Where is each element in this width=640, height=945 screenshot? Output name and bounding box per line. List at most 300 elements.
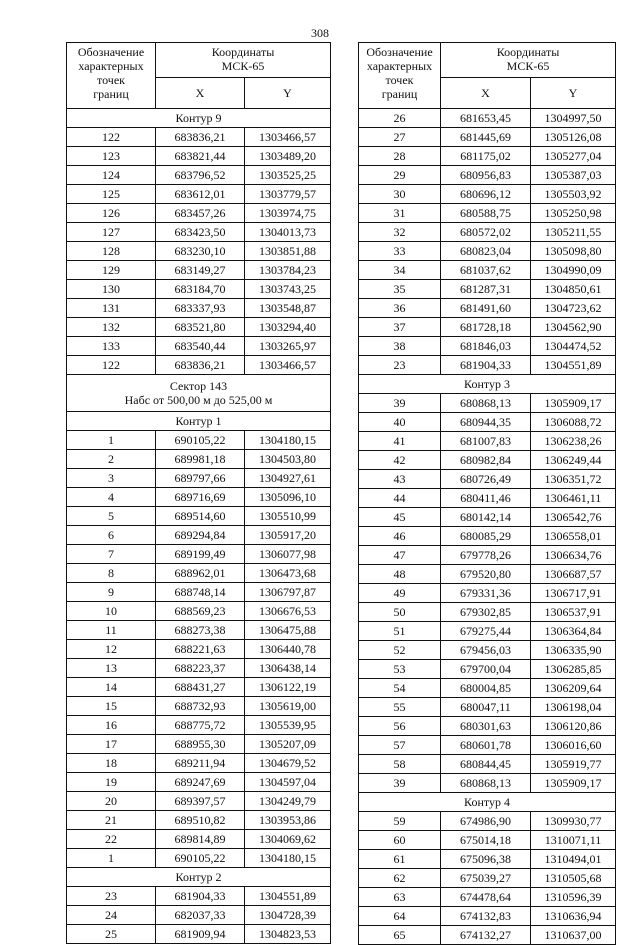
point-number-cell: 39 (359, 394, 441, 413)
y-coordinate-cell: 1306717,91 (531, 584, 616, 603)
point-number-cell: 36 (359, 299, 441, 318)
header-label-line: точек (385, 73, 414, 87)
point-number-cell: 25 (67, 925, 156, 944)
section-heading (359, 793, 616, 812)
table-row (359, 850, 616, 869)
y-coordinate-cell: 1305619,00 (245, 697, 331, 716)
x-coordinate-cell: 683836,21 (156, 356, 245, 375)
y-coordinate-cell: 1303779,57 (245, 185, 331, 204)
point-number-cell: 3 (67, 469, 156, 488)
y-coordinate-cell: 1305126,08 (531, 128, 616, 147)
y-coordinate-cell: 1303466,57 (245, 128, 331, 147)
point-number-cell: 131 (67, 299, 156, 318)
point-number-cell: 13 (67, 659, 156, 678)
point-number-cell: 21 (67, 811, 156, 830)
x-coordinate-cell: 683337,93 (156, 299, 245, 318)
table-row (67, 166, 331, 185)
table-row (67, 223, 331, 242)
y-coordinate-cell: 1304723,62 (531, 299, 616, 318)
section-heading (67, 109, 331, 128)
point-number-cell: 123 (67, 147, 156, 166)
y-coordinate-cell: 1310071,11 (531, 831, 616, 850)
x-coordinate-cell: 674478,64 (441, 888, 531, 907)
table-row (359, 660, 616, 679)
x-coordinate-cell: 688775,72 (156, 716, 245, 735)
point-number-cell: 62 (359, 869, 441, 888)
x-coordinate-cell: 681909,94 (156, 925, 245, 944)
x-coordinate-cell: 680004,85 (441, 679, 531, 698)
table-row (67, 792, 331, 811)
table-row (67, 488, 331, 507)
table-row (359, 109, 616, 128)
point-number-cell: 60 (359, 831, 441, 850)
table-row (67, 602, 331, 621)
point-number-cell: 51 (359, 622, 441, 641)
table-row (359, 242, 616, 261)
x-coordinate-cell: 680956,83 (441, 166, 531, 185)
section-title: Сектор 143 (169, 379, 228, 393)
point-number-cell: 8 (67, 564, 156, 583)
point-number-cell: 122 (67, 128, 156, 147)
point-number-cell: 58 (359, 755, 441, 774)
point-number-cell: 41 (359, 432, 441, 451)
point-number-cell: 24 (67, 906, 156, 925)
x-coordinate-cell: 681846,03 (441, 337, 531, 356)
y-coordinate-cell: 1304180,15 (245, 849, 331, 868)
y-coordinate-cell: 1305098,80 (531, 242, 616, 261)
y-coordinate-cell: 1306122,19 (245, 678, 331, 697)
point-number-cell: 40 (359, 413, 441, 432)
point-number-cell: 122 (67, 356, 156, 375)
y-coordinate-cell: 1305387,03 (531, 166, 616, 185)
x-coordinate-cell: 689247,69 (156, 773, 245, 792)
y-coordinate-cell: 1303851,88 (245, 242, 331, 261)
point-number-cell: 16 (67, 716, 156, 735)
x-coordinate-cell: 688962,01 (156, 564, 245, 583)
x-coordinate-cell: 681904,33 (156, 887, 245, 906)
point-number-cell: 1 (67, 431, 156, 450)
point-number-cell: 17 (67, 735, 156, 754)
y-coordinate-cell: 1306558,01 (531, 527, 616, 546)
y-coordinate-cell: 1306440,78 (245, 640, 331, 659)
table-row (67, 697, 331, 716)
table-row (359, 774, 616, 793)
table-row (359, 185, 616, 204)
x-coordinate-cell: 680696,12 (441, 185, 531, 204)
x-coordinate-cell: 680868,13 (441, 394, 531, 413)
y-coordinate-cell: 1305909,17 (531, 774, 616, 793)
x-coordinate-cell: 674986,90 (441, 812, 531, 831)
x-coordinate-cell: 680588,75 (441, 204, 531, 223)
table-row (359, 223, 616, 242)
point-number-cell: 43 (359, 470, 441, 489)
y-coordinate-cell: 1304013,73 (245, 223, 331, 242)
table-row (67, 128, 331, 147)
point-number-cell: 61 (359, 850, 441, 869)
page-number: 308 (311, 26, 329, 40)
table-row (359, 831, 616, 850)
table-row (67, 318, 331, 337)
x-coordinate-cell: 681037,62 (441, 261, 531, 280)
y-coordinate-cell: 1304180,15 (245, 431, 331, 450)
y-coordinate-cell: 1304823,53 (245, 925, 331, 944)
point-number-cell: 46 (359, 527, 441, 546)
y-coordinate-cell: 1306473,68 (245, 564, 331, 583)
point-number-cell: 20 (67, 792, 156, 811)
y-coordinate-cell: 1305250,98 (531, 204, 616, 223)
section-title: Контур 9 (175, 111, 222, 125)
table-row (359, 280, 616, 299)
point-number-cell: 54 (359, 679, 441, 698)
x-coordinate-cell: 690105,22 (156, 849, 245, 868)
point-number-cell: 42 (359, 451, 441, 470)
point-number-cell: 53 (359, 660, 441, 679)
header-coordinates (156, 43, 331, 78)
header-label-line: Обозначение (77, 45, 145, 59)
header-label-line: характерных (78, 59, 144, 73)
table-row (359, 603, 616, 622)
point-number-cell: 38 (359, 337, 441, 356)
point-number-cell: 12 (67, 640, 156, 659)
x-coordinate-cell: 680844,45 (441, 755, 531, 774)
y-coordinate-cell: 1310494,01 (531, 850, 616, 869)
table-row (67, 261, 331, 280)
y-coordinate-cell: 1303953,86 (245, 811, 331, 830)
point-number-cell: 50 (359, 603, 441, 622)
table-row (359, 394, 616, 413)
header-point-label (67, 43, 156, 109)
x-coordinate-cell: 682037,33 (156, 906, 245, 925)
y-coordinate-cell: 1304850,61 (531, 280, 616, 299)
coordinates-table-right (358, 42, 616, 945)
table-row (67, 147, 331, 166)
point-number-cell: 5 (67, 507, 156, 526)
y-coordinate-cell: 1306077,98 (245, 545, 331, 564)
y-coordinate-cell: 1309930,77 (531, 812, 616, 831)
x-coordinate-cell: 683612,01 (156, 185, 245, 204)
x-coordinate-cell: 680982,84 (441, 451, 531, 470)
table-row (359, 679, 616, 698)
x-coordinate-cell: 681491,60 (441, 299, 531, 318)
table-row (359, 318, 616, 337)
y-coordinate-cell: 1306461,11 (531, 489, 616, 508)
section-row (67, 412, 331, 431)
x-coordinate-cell: 679275,44 (441, 622, 531, 641)
point-number-cell: 45 (359, 508, 441, 527)
y-coordinate-cell: 1303294,40 (245, 318, 331, 337)
x-coordinate-cell: 688748,14 (156, 583, 245, 602)
section-row (67, 109, 331, 128)
point-number-cell: 14 (67, 678, 156, 697)
y-coordinate-cell: 1305503,92 (531, 185, 616, 204)
table-row (359, 888, 616, 907)
table-row (359, 413, 616, 432)
y-coordinate-cell: 1306687,57 (531, 565, 616, 584)
point-number-cell: 22 (67, 830, 156, 849)
point-number-cell: 2 (67, 450, 156, 469)
point-number-cell: 59 (359, 812, 441, 831)
y-coordinate-cell: 1304551,89 (531, 356, 616, 375)
table-row (359, 546, 616, 565)
y-coordinate-cell: 1304597,04 (245, 773, 331, 792)
table-row (67, 356, 331, 375)
x-coordinate-cell: 688569,23 (156, 602, 245, 621)
section-heading (67, 375, 331, 412)
y-coordinate-cell: 1310505,68 (531, 869, 616, 888)
point-number-cell: 39 (359, 774, 441, 793)
y-coordinate-cell: 1303974,75 (245, 204, 331, 223)
point-number-cell: 57 (359, 736, 441, 755)
x-coordinate-cell: 683796,52 (156, 166, 245, 185)
point-number-cell: 125 (67, 185, 156, 204)
point-number-cell: 52 (359, 641, 441, 660)
y-coordinate-cell: 1303548,87 (245, 299, 331, 318)
x-coordinate-cell: 680047,11 (441, 698, 531, 717)
point-number-cell: 37 (359, 318, 441, 337)
point-number-cell: 28 (359, 147, 441, 166)
table-row (67, 887, 331, 906)
table-row (359, 565, 616, 584)
header-coord-line: МСК-65 (506, 59, 550, 73)
section-heading (67, 412, 331, 431)
table-row (359, 166, 616, 185)
table-row (67, 545, 331, 564)
section-title: Контур 3 (464, 377, 510, 391)
header-label-line: границ (93, 87, 129, 101)
point-number-cell: 19 (67, 773, 156, 792)
x-coordinate-cell: 681007,83 (441, 432, 531, 451)
table-row (67, 299, 331, 318)
table-row (359, 812, 616, 831)
header-coord-line: МСК-65 (221, 59, 265, 73)
point-number-cell: 11 (67, 621, 156, 640)
header-x: X (156, 78, 245, 109)
y-coordinate-cell: 1306676,53 (245, 602, 331, 621)
y-coordinate-cell: 1310636,94 (531, 907, 616, 926)
point-number-cell: 9 (67, 583, 156, 602)
y-coordinate-cell: 1304474,52 (531, 337, 616, 356)
x-coordinate-cell: 680301,63 (441, 717, 531, 736)
x-coordinate-cell: 689199,49 (156, 545, 245, 564)
table-row (359, 299, 616, 318)
x-coordinate-cell: 681175,02 (441, 147, 531, 166)
point-number-cell: 48 (359, 565, 441, 584)
x-coordinate-cell: 683230,10 (156, 242, 245, 261)
y-coordinate-cell: 1304249,79 (245, 792, 331, 811)
x-coordinate-cell: 675096,38 (441, 850, 531, 869)
header-label-line: Обозначение (366, 45, 433, 59)
table-row (359, 470, 616, 489)
point-number-cell: 15 (67, 697, 156, 716)
x-coordinate-cell: 679302,85 (441, 603, 531, 622)
y-coordinate-cell: 1304728,39 (245, 906, 331, 925)
table-row (67, 469, 331, 488)
table-row (359, 204, 616, 223)
y-coordinate-cell: 1306542,76 (531, 508, 616, 527)
table-row (67, 640, 331, 659)
y-coordinate-cell: 1305211,55 (531, 223, 616, 242)
y-coordinate-cell: 1303466,57 (245, 356, 331, 375)
x-coordinate-cell: 683184,70 (156, 280, 245, 299)
y-coordinate-cell: 1304927,61 (245, 469, 331, 488)
table-row (359, 622, 616, 641)
x-coordinate-cell: 689510,82 (156, 811, 245, 830)
y-coordinate-cell: 1305096,10 (245, 488, 331, 507)
point-number-cell: 29 (359, 166, 441, 185)
table-row (359, 451, 616, 470)
section-title: Контур 4 (464, 795, 510, 809)
x-coordinate-cell: 680823,04 (441, 242, 531, 261)
y-coordinate-cell: 1305510,99 (245, 507, 331, 526)
x-coordinate-cell: 688732,93 (156, 697, 245, 716)
y-coordinate-cell: 1306198,04 (531, 698, 616, 717)
table-row (359, 698, 616, 717)
y-coordinate-cell: 1304997,50 (531, 109, 616, 128)
table-row (67, 280, 331, 299)
x-coordinate-cell: 679520,80 (441, 565, 531, 584)
y-coordinate-cell: 1304503,80 (245, 450, 331, 469)
x-coordinate-cell: 681728,18 (441, 318, 531, 337)
point-number-cell: 64 (359, 907, 441, 926)
x-coordinate-cell: 680572,02 (441, 223, 531, 242)
table-row (67, 185, 331, 204)
table-row (359, 337, 616, 356)
point-number-cell: 65 (359, 926, 441, 945)
y-coordinate-cell: 1305917,20 (245, 526, 331, 545)
point-number-cell: 23 (67, 887, 156, 906)
table-row (67, 583, 331, 602)
header-label-line: точек (97, 73, 125, 87)
point-number-cell: 44 (359, 489, 441, 508)
header-label-line: характерных (366, 59, 433, 73)
x-coordinate-cell: 679700,04 (441, 660, 531, 679)
table-row (67, 678, 331, 697)
point-number-cell: 10 (67, 602, 156, 621)
x-coordinate-cell: 689797,66 (156, 469, 245, 488)
x-coordinate-cell: 681287,31 (441, 280, 531, 299)
x-coordinate-cell: 679778,26 (441, 546, 531, 565)
point-number-cell: 132 (67, 318, 156, 337)
y-coordinate-cell: 1306285,85 (531, 660, 616, 679)
table-row (67, 337, 331, 356)
table-row (359, 869, 616, 888)
x-coordinate-cell: 689814,89 (156, 830, 245, 849)
x-coordinate-cell: 690105,22 (156, 431, 245, 450)
x-coordinate-cell: 683821,44 (156, 147, 245, 166)
point-number-cell: 47 (359, 546, 441, 565)
table-body (67, 109, 331, 944)
section-row (67, 868, 331, 887)
point-number-cell: 18 (67, 754, 156, 773)
x-coordinate-cell: 689294,84 (156, 526, 245, 545)
point-number-cell: 7 (67, 545, 156, 564)
table-row (359, 755, 616, 774)
section-subtitle: Набс от 500,00 м до 525,00 м (124, 393, 273, 407)
y-coordinate-cell: 1306351,72 (531, 470, 616, 489)
x-coordinate-cell: 680868,13 (441, 774, 531, 793)
y-coordinate-cell: 1305919,77 (531, 755, 616, 774)
table-row (359, 432, 616, 451)
x-coordinate-cell: 679456,03 (441, 641, 531, 660)
x-coordinate-cell: 681653,45 (441, 109, 531, 128)
x-coordinate-cell: 683423,50 (156, 223, 245, 242)
y-coordinate-cell: 1306537,91 (531, 603, 616, 622)
y-coordinate-cell: 1303743,25 (245, 280, 331, 299)
table-row (67, 431, 331, 450)
y-coordinate-cell: 1304069,62 (245, 830, 331, 849)
table-row (359, 527, 616, 546)
point-number-cell: 26 (359, 109, 441, 128)
y-coordinate-cell: 1306797,87 (245, 583, 331, 602)
point-number-cell: 49 (359, 584, 441, 603)
x-coordinate-cell: 689716,69 (156, 488, 245, 507)
section-title: Контур 1 (175, 414, 222, 428)
x-coordinate-cell: 688273,38 (156, 621, 245, 640)
point-number-cell: 56 (359, 717, 441, 736)
y-coordinate-cell: 1304990,09 (531, 261, 616, 280)
table-row (67, 564, 331, 583)
table-row (67, 526, 331, 545)
y-coordinate-cell: 1306634,76 (531, 546, 616, 565)
table-row (359, 261, 616, 280)
table-row (67, 773, 331, 792)
x-coordinate-cell: 688223,37 (156, 659, 245, 678)
y-coordinate-cell: 1306209,64 (531, 679, 616, 698)
y-coordinate-cell: 1305207,09 (245, 735, 331, 754)
y-coordinate-cell: 1304679,52 (245, 754, 331, 773)
x-coordinate-cell: 689211,94 (156, 754, 245, 773)
y-coordinate-cell: 1304551,89 (245, 887, 331, 906)
table-row (359, 926, 616, 945)
header-coordinates (441, 43, 616, 78)
section-row (359, 793, 616, 812)
y-coordinate-cell: 1306088,72 (531, 413, 616, 432)
y-coordinate-cell: 1306438,14 (245, 659, 331, 678)
table-row (359, 907, 616, 926)
y-coordinate-cell: 1305909,17 (531, 394, 616, 413)
y-coordinate-cell: 1303489,20 (245, 147, 331, 166)
point-number-cell: 130 (67, 280, 156, 299)
y-coordinate-cell: 1306475,88 (245, 621, 331, 640)
point-number-cell: 128 (67, 242, 156, 261)
table-row (67, 735, 331, 754)
x-coordinate-cell: 680944,35 (441, 413, 531, 432)
y-coordinate-cell: 1305277,04 (531, 147, 616, 166)
point-number-cell: 30 (359, 185, 441, 204)
table-row (67, 716, 331, 735)
point-number-cell: 4 (67, 488, 156, 507)
y-coordinate-cell: 1306364,84 (531, 622, 616, 641)
y-coordinate-cell: 1306120,86 (531, 717, 616, 736)
x-coordinate-cell: 689514,60 (156, 507, 245, 526)
table-row (359, 584, 616, 603)
point-number-cell: 33 (359, 242, 441, 261)
x-coordinate-cell: 683149,27 (156, 261, 245, 280)
point-number-cell: 23 (359, 356, 441, 375)
table-row (67, 659, 331, 678)
table-row (359, 736, 616, 755)
point-number-cell: 6 (67, 526, 156, 545)
point-number-cell: 27 (359, 128, 441, 147)
x-coordinate-cell: 680726,49 (441, 470, 531, 489)
point-number-cell: 31 (359, 204, 441, 223)
table-row (359, 489, 616, 508)
section-row (359, 375, 616, 394)
table-row (67, 830, 331, 849)
y-coordinate-cell: 1303784,23 (245, 261, 331, 280)
point-number-cell: 34 (359, 261, 441, 280)
table-row (67, 925, 331, 944)
